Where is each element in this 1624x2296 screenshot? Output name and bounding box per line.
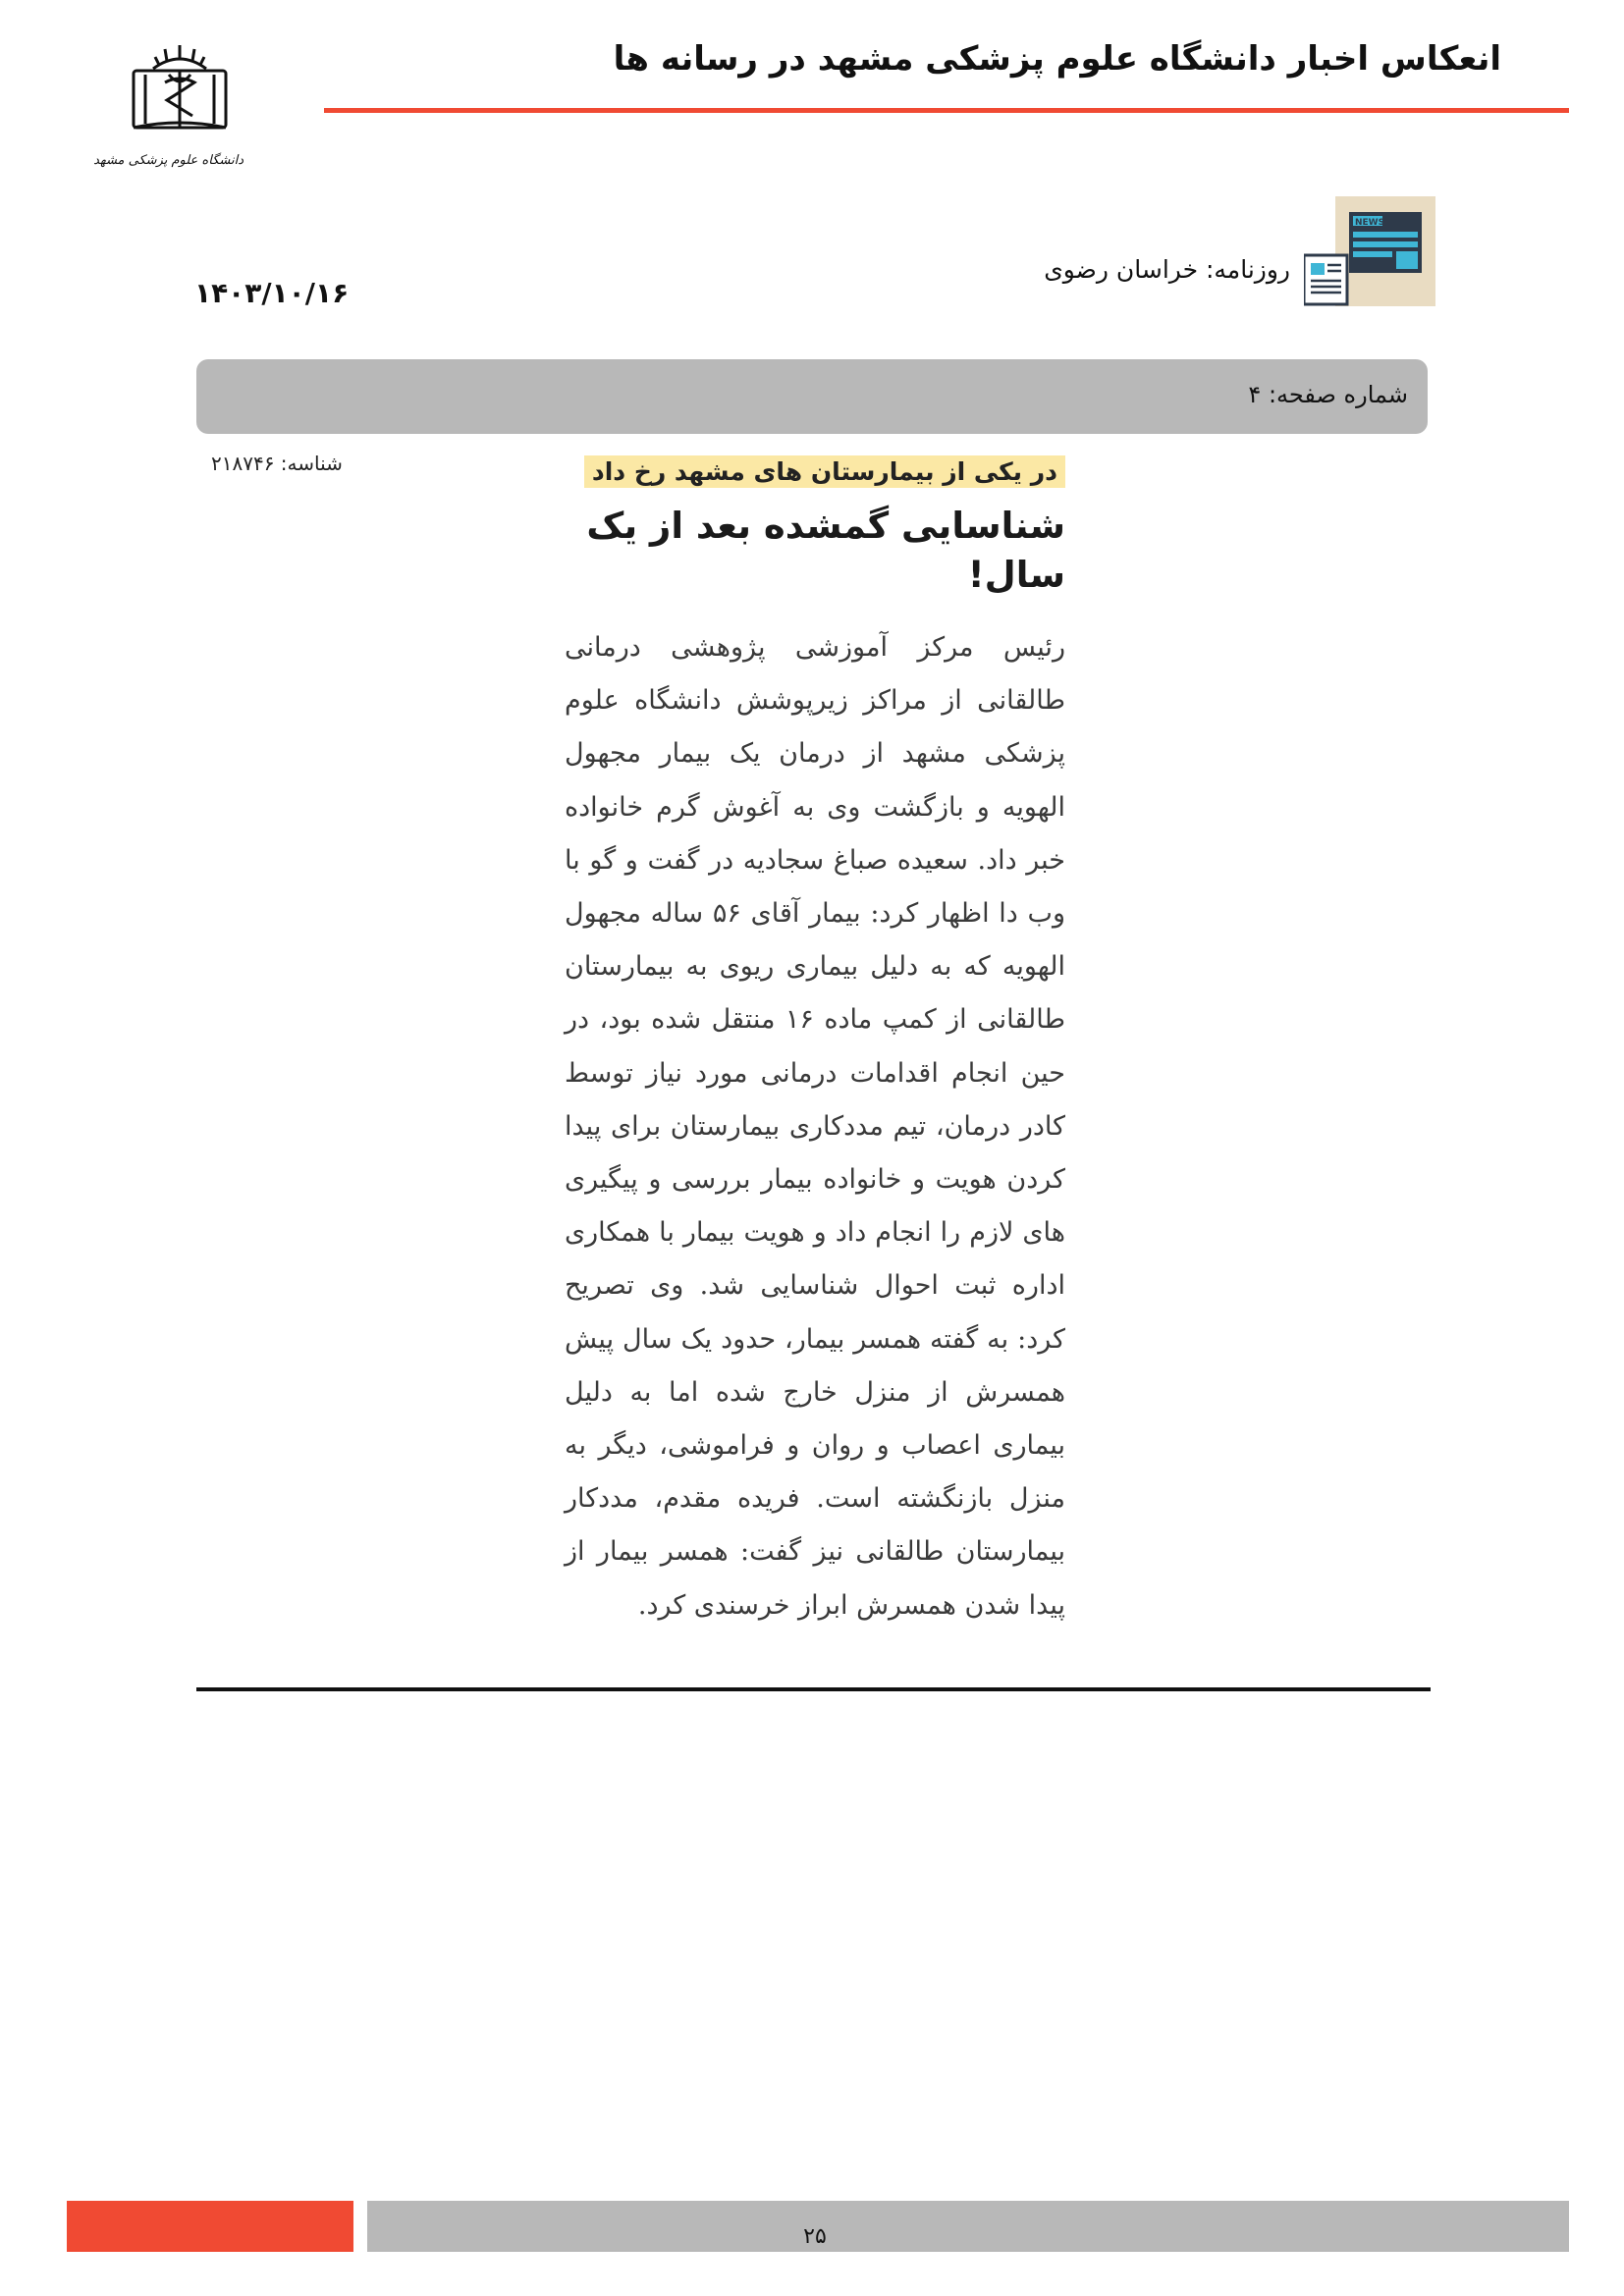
university-emblem-icon	[93, 35, 244, 168]
header-title: انعکاس اخبار دانشگاه علوم پزشکی مشهد در رسانه ها	[613, 39, 1501, 79]
publication-date: ۱۴۰۳/۱۰/۱۶	[194, 277, 350, 309]
footer-accent-bar	[67, 2201, 353, 2252]
article-body: رئیس مرکز آموزشی پژوهشی درمانی طالقانی از مراکز زیرپوشش دانشگاه علوم پزشکی مشهد از درمان یک بیمار مجهول الهویه و بازگشت وی به آغوش گرم خانواده خبر داد. سعیده صباغ سجادیه در گفت و گو با وب دا اظهار کرد: بیمار آقای ۵۶ ساله مجهول الهویه که به دلیل بیماری ریوی به بیمارستان طالقانی از کمپ ماده ۱۶ منتقل شده بود، در حین انجام اقدامات درمانی مورد نیاز توسط کادر درمان، تیم مددکاری بیمارستان برای پیدا کردن هویت و خانواده بیمار بررسی و پیگیری های لازم را انجام داد و هویت بیمار با همکاری اداره ثبت احوال شناسایی شد. وی تصریح کرد: به گفته همسر بیمار، حدود یک سال پیش همسرش از منزل خارج شده اما به دلیل بیماری اعصاب و روان و فراموشی، دیگر به منزل بازنگشته است. فریده مقدم، مددکار بیمارستان طالقانی نیز گفت: همسر بیمار از پیدا شدن همسرش ابراز خرسندی کرد.	[565, 632, 1065, 1621]
page-number-bar	[196, 359, 1428, 434]
header-accent-line	[324, 108, 1569, 113]
section-divider	[196, 1687, 1431, 1691]
article-kicker: در یکی از بیمارستان های مشهد رخ داد	[584, 455, 1065, 488]
logo-caption: دانشگاه علوم پزشکی مشهد	[93, 153, 244, 168]
footer-bar	[367, 2201, 1569, 2252]
article-headline: شناسایی گمشده بعد از یک سال!	[586, 505, 1065, 596]
newspaper-icon	[1304, 196, 1435, 306]
svg-text:NEWS: NEWS	[1355, 218, 1385, 228]
page-number-label: شماره صفحه: ۴	[1248, 381, 1408, 408]
article-clipping	[565, 452, 1065, 1629]
page-number: ۲۵	[803, 2224, 827, 2249]
newspaper-label: روزنامه: خراسان رضوی	[1044, 255, 1290, 284]
article-id-label: شناسه: ۲۱۸۷۴۶	[211, 452, 343, 475]
